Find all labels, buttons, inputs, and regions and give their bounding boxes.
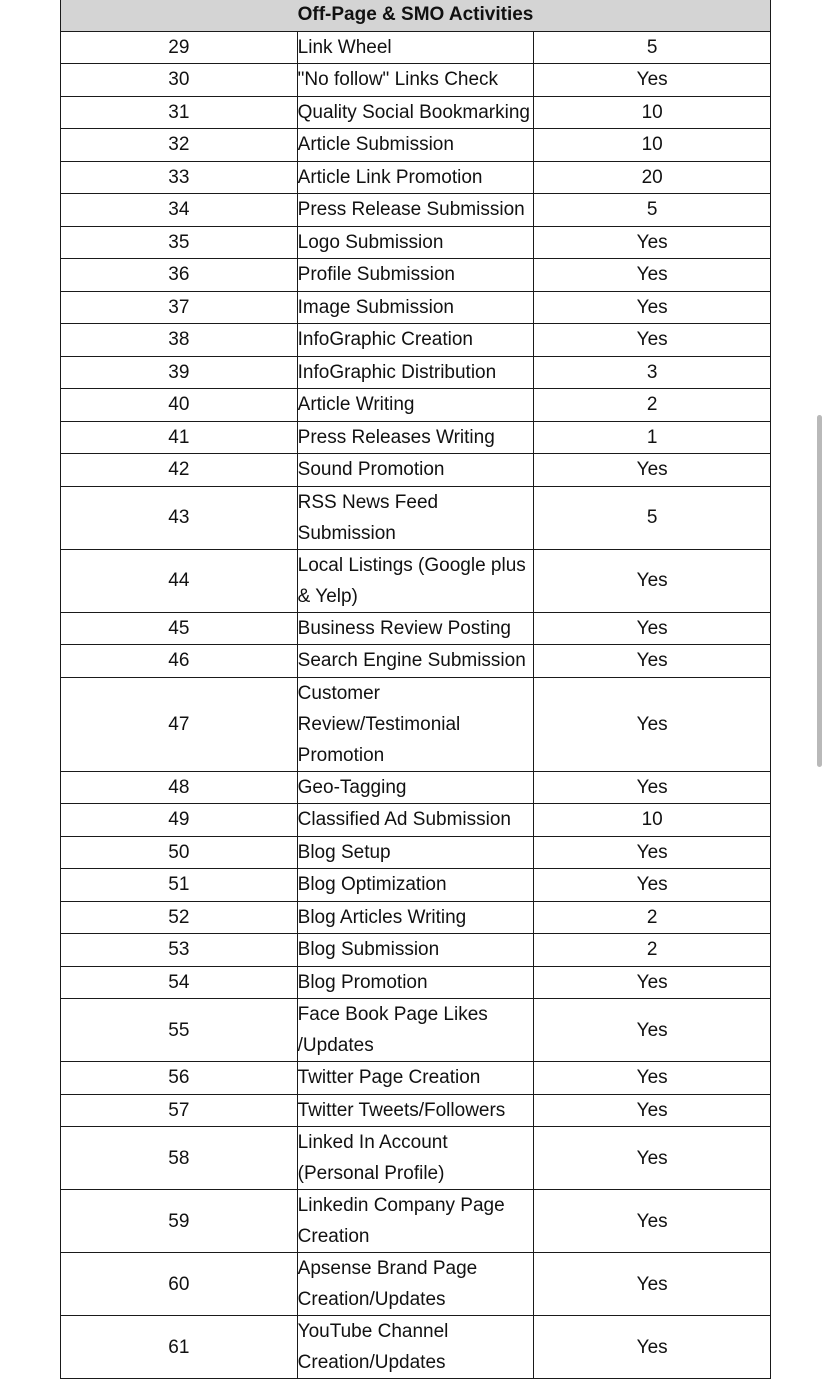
table-row (61, 804, 771, 837)
activity-value: Yes (534, 454, 771, 487)
row-number: 32 (61, 129, 298, 162)
activity-value: Yes (534, 64, 771, 97)
table-row (61, 226, 771, 259)
table-row (61, 1062, 771, 1095)
activity-name: Business Review Posting (297, 612, 534, 645)
table-row (61, 96, 771, 129)
row-number: 55 (61, 999, 298, 1062)
activity-value: 3 (534, 356, 771, 389)
table-row (61, 291, 771, 324)
scrollbar-thumb[interactable] (817, 415, 822, 767)
activity-name: Search Engine Submission (297, 645, 534, 678)
activity-name: Blog Articles Writing (297, 901, 534, 934)
row-number: 40 (61, 389, 298, 422)
row-number: 53 (61, 934, 298, 967)
table-row (61, 934, 771, 967)
activities-rows (61, 31, 771, 1379)
table-row (61, 421, 771, 454)
activity-name: Article Link Promotion (297, 161, 534, 194)
row-number: 33 (61, 161, 298, 194)
activity-value: 2 (534, 389, 771, 422)
activity-value: 5 (534, 194, 771, 227)
table-row (61, 389, 771, 422)
table-row (61, 677, 771, 771)
activity-name: Customer Review/Testimonial Promotion (297, 677, 534, 771)
activity-value: 5 (534, 31, 771, 64)
row-number: 45 (61, 612, 298, 645)
row-number: 37 (61, 291, 298, 324)
row-number: 43 (61, 486, 298, 549)
row-number: 51 (61, 869, 298, 902)
activity-value: Yes (534, 645, 771, 678)
activity-name: Local Listings (Google plus & Yelp) (297, 549, 534, 612)
activity-name: Article Writing (297, 389, 534, 422)
activity-value: Yes (534, 291, 771, 324)
table-row (61, 549, 771, 612)
row-number: 44 (61, 549, 298, 612)
table-row (61, 645, 771, 678)
row-number: 30 (61, 64, 298, 97)
table-row (61, 324, 771, 357)
activity-value: 5 (534, 486, 771, 549)
activity-name: InfoGraphic Creation (297, 324, 534, 357)
activity-value: Yes (534, 999, 771, 1062)
activities-table (60, 0, 771, 1379)
row-number: 42 (61, 454, 298, 487)
activity-name: Linked In Account (Personal Profile) (297, 1127, 534, 1190)
table-row (61, 161, 771, 194)
activity-name: Link Wheel (297, 31, 534, 64)
row-number: 54 (61, 966, 298, 999)
activity-name: "No follow" Links Check (297, 64, 534, 97)
table-row (61, 64, 771, 97)
activity-value: Yes (534, 324, 771, 357)
activity-name: Twitter Tweets/Followers (297, 1094, 534, 1127)
activity-name: InfoGraphic Distribution (297, 356, 534, 389)
row-number: 38 (61, 324, 298, 357)
table-row (61, 1127, 771, 1190)
activity-value: Yes (534, 1094, 771, 1127)
table-row (61, 259, 771, 292)
activity-name: Classified Ad Submission (297, 804, 534, 837)
table-row (61, 612, 771, 645)
section-title: Off-Page & SMO Activities (61, 0, 771, 31)
activity-name: Blog Optimization (297, 869, 534, 902)
activity-value: Yes (534, 1062, 771, 1095)
row-number: 36 (61, 259, 298, 292)
activity-name: Image Submission (297, 291, 534, 324)
activity-name: Article Submission (297, 129, 534, 162)
activity-name: Blog Setup (297, 836, 534, 869)
table-row (61, 1190, 771, 1253)
row-number: 46 (61, 645, 298, 678)
activity-name: Linkedin Company Page Creation (297, 1190, 534, 1253)
row-number: 31 (61, 96, 298, 129)
row-number: 49 (61, 804, 298, 837)
activity-name: RSS News Feed Submission (297, 486, 534, 549)
activity-name: Twitter Page Creation (297, 1062, 534, 1095)
activity-value: 2 (534, 934, 771, 967)
table-row (61, 999, 771, 1062)
row-number: 34 (61, 194, 298, 227)
activity-name: Face Book Page Likes /Updates (297, 999, 534, 1062)
table-row (61, 129, 771, 162)
activity-value: Yes (534, 677, 771, 771)
table-row (61, 836, 771, 869)
table-row (61, 356, 771, 389)
activity-value: Yes (534, 869, 771, 902)
activity-value: Yes (534, 771, 771, 804)
activity-value: 2 (534, 901, 771, 934)
table-row (61, 1253, 771, 1316)
row-number: 35 (61, 226, 298, 259)
activity-value: 10 (534, 129, 771, 162)
row-number: 48 (61, 771, 298, 804)
activity-value: Yes (534, 612, 771, 645)
activity-value: 1 (534, 421, 771, 454)
row-number: 57 (61, 1094, 298, 1127)
row-number: 29 (61, 31, 298, 64)
row-number: 58 (61, 1127, 298, 1190)
activity-value: 10 (534, 804, 771, 837)
activity-name: Geo-Tagging (297, 771, 534, 804)
activity-value: Yes (534, 966, 771, 999)
activity-value: 10 (534, 96, 771, 129)
table-row (61, 31, 771, 64)
activity-name: YouTube Channel Creation/Updates (297, 1316, 534, 1379)
row-number: 41 (61, 421, 298, 454)
activity-value: Yes (534, 1316, 771, 1379)
activity-name: Blog Submission (297, 934, 534, 967)
section-header-row (61, 0, 771, 31)
activity-value: Yes (534, 259, 771, 292)
table-row (61, 486, 771, 549)
table-row (61, 1316, 771, 1379)
activity-name: Press Releases Writing (297, 421, 534, 454)
activity-value: Yes (534, 836, 771, 869)
row-number: 52 (61, 901, 298, 934)
activity-name: Apsense Brand Page Creation/Updates (297, 1253, 534, 1316)
row-number: 39 (61, 356, 298, 389)
activity-value: 20 (534, 161, 771, 194)
row-number: 60 (61, 1253, 298, 1316)
activity-name: Blog Promotion (297, 966, 534, 999)
activity-name: Profile Submission (297, 259, 534, 292)
table-row (61, 869, 771, 902)
table-row (61, 454, 771, 487)
row-number: 56 (61, 1062, 298, 1095)
row-number: 59 (61, 1190, 298, 1253)
row-number: 50 (61, 836, 298, 869)
activity-name: Sound Promotion (297, 454, 534, 487)
activity-value: Yes (534, 549, 771, 612)
activity-name: Quality Social Bookmarking (297, 96, 534, 129)
table-row (61, 901, 771, 934)
activity-value: Yes (534, 1190, 771, 1253)
row-number: 61 (61, 1316, 298, 1379)
activity-value: Yes (534, 1127, 771, 1190)
table-row (61, 1094, 771, 1127)
activities-sheet (60, 0, 771, 1379)
table-row (61, 966, 771, 999)
table-row (61, 194, 771, 227)
table-row (61, 771, 771, 804)
activity-name: Logo Submission (297, 226, 534, 259)
activity-value: Yes (534, 226, 771, 259)
row-number: 47 (61, 677, 298, 771)
activity-value: Yes (534, 1253, 771, 1316)
activity-name: Press Release Submission (297, 194, 534, 227)
